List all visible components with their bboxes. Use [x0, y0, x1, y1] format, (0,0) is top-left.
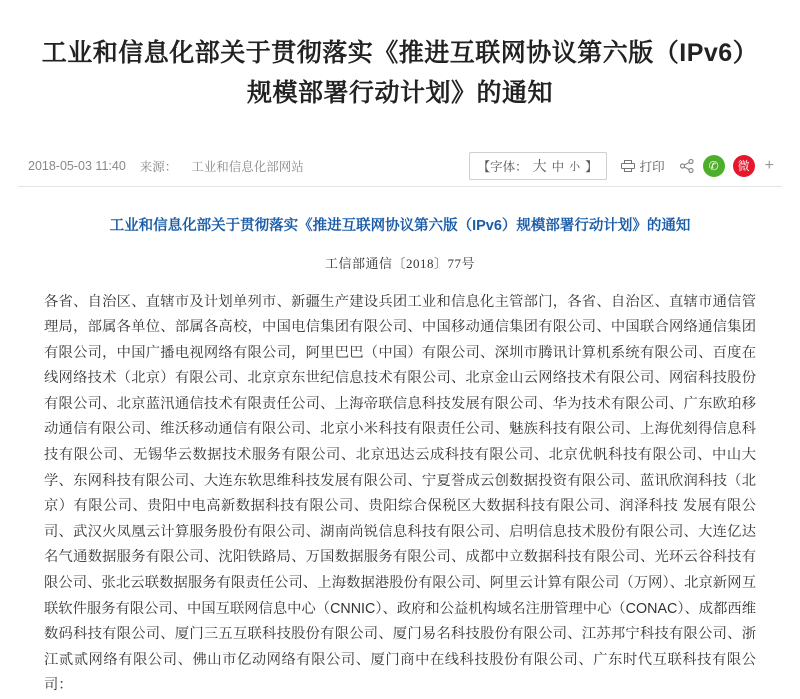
font-size-small-button[interactable]: 小: [569, 158, 580, 174]
font-size-medium-button[interactable]: 中: [552, 157, 565, 175]
share-group: [679, 155, 776, 177]
weibo-icon[interactable]: 微: [733, 155, 755, 177]
meta-left-group: [18, 157, 304, 175]
source-label: 来源：: [140, 157, 178, 175]
article-paragraph: 各省、自治区、直辖市及计划单列市、新疆生产建设兵团工业和信息化主管部门，各省、自治区、直辖市通信管理局，部属各单位、部属各高校，中国电信集团有限公司、中国移动通信集团有限公司、中国联合网络通信集团有限公司，中国广播电视网络有限公司，阿里巴巴（中国）有限公司、深圳市腾讯计算机系统有限公司、百度在线网络技术（北京）有限公司、北京京东世纪信息技术有限公司、北京金山云网络技术有限公司、网宿科技股份有限公司、北京蓝汛通信技术有限责任公司、上海帝联信息科技发展有限公司、华为技术有限公司、广东欧珀移动通信有限公司、维沃移动通信有限公司、北京小米科技有限责任公司、魅族科技有限公司、上海优刻得信息科技有限公司、无锡华云数据技术服务有限公司、北京迅达云成科技有限公司、北京优帆科技有限公司、中山大学、东网科技有限公司、大连东软思维科技发展有限公司、宁夏誉成云创数据投资有限公司、蓝讯欣润科技（北京）有限公司、贵阳中电高新数据科技有限公司、贵阳综合保税区大数据科技有限公司、润泽科技 发展有限公司、武汉火凤凰云计算服务股份有限公司、湖南尚锐信息科技有限公司、启明信息技术股份有限公司、大连亿达名气通数据服务有限公司、沈阳铁路局、万国数据服务有限公司、成都中立数据科技有限公司、光环云谷科技有限公司、张北云联数据服务有限责任公司、上海数据港股份有限公司、阿里云计算有限公司（万网）、北京新网互联软件服务有限公司、中国互联网信息中心（CNNIC）、政府和公益机构域名注册管理中心（CONAC）、成都西维数码科技有限公司、厦门三五互联科技股份有限公司、厦门易名科技股份有限公司、江苏邦宁科技有限公司、浙江贰贰网络有限公司、佛山市亿动网络有限公司、厦门商中在线科技股份有限公司、广东时代互联科技有限公司：: [44, 290, 756, 699]
page-title: 工业和信息化部关于贯彻落实《推进互联网协议第六版（IPv6）规模部署行动计划》的通知: [40, 33, 760, 113]
more-share-icon[interactable]: +: [763, 158, 776, 174]
print-button[interactable]: [621, 157, 665, 175]
font-size-close-bracket: 】: [585, 157, 598, 175]
article-body: [0, 187, 800, 699]
article-subtitle: 工业和信息化部关于贯彻落实《推进互联网协议第六版（IPv6）规模部署行动计划》的通知: [44, 213, 756, 239]
font-size-switcher[interactable]: [469, 152, 607, 180]
printer-icon: [621, 160, 635, 172]
meta-right-group: [469, 146, 776, 186]
title-block: [0, 0, 800, 136]
wechat-icon[interactable]: ✆: [703, 155, 725, 177]
share-icon[interactable]: [679, 158, 695, 174]
font-size-label: 【字体：: [478, 157, 528, 175]
source-value: 工业和信息化部网站: [191, 157, 304, 175]
print-label: 打印: [640, 157, 665, 175]
publish-date: 2018-05-03 11:40: [28, 159, 126, 173]
font-size-large-button[interactable]: 大: [533, 156, 547, 176]
meta-bar: [18, 146, 782, 186]
document-number: 工信部通信〔2018〕77号: [44, 253, 756, 272]
